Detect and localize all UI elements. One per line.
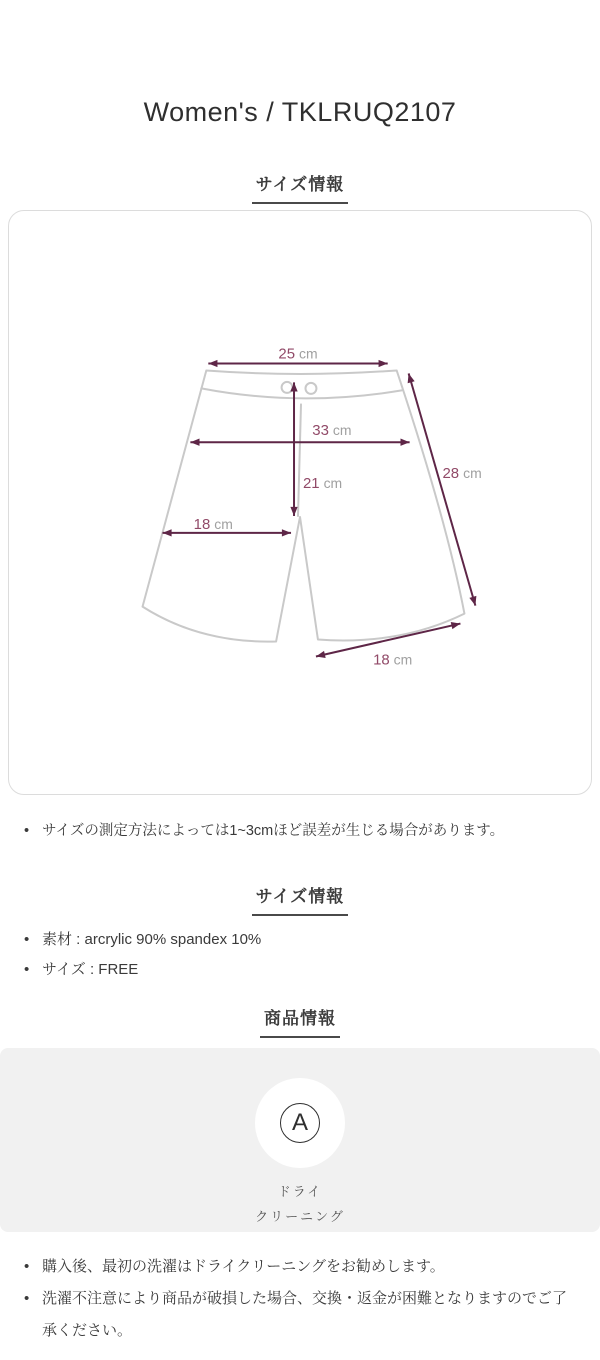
care-note-second: • 洗濯不注意により商品が破損した場合、交換・返金が困難となりますのでご了承ください。 bbox=[0, 1283, 600, 1347]
page-title: Women's / TKLRUQ2107 bbox=[143, 97, 457, 127]
material-item: • 素材 : arcrylic 90% spandex 10% bbox=[0, 925, 600, 955]
size-note-list bbox=[0, 821, 600, 841]
care-symbol-badge bbox=[255, 1078, 345, 1168]
care-note-first: • 購入後、最初の洗濯はドライクリーニングをお勧めします。 bbox=[0, 1251, 600, 1283]
shorts-outline bbox=[143, 370, 465, 641]
waistband-button-right-icon bbox=[305, 383, 316, 394]
waistband-button-left-icon bbox=[282, 382, 293, 393]
length-dimension-label: 28 cm bbox=[442, 465, 482, 483]
product-info-heading-label: 商品情報 bbox=[260, 1009, 340, 1038]
care-symbol-label bbox=[0, 1179, 600, 1229]
size-diagram-heading-label: サイズ情報 bbox=[252, 175, 349, 204]
section-heading-size-diagram bbox=[0, 175, 600, 204]
size-tolerance-note: • サイズの測定方法によっては1~3cmほど誤差が生じる場合があります。 bbox=[0, 821, 600, 841]
dry-clean-a-icon: A bbox=[280, 1103, 320, 1143]
section-heading-product-info bbox=[0, 1009, 600, 1038]
size-item: • サイズ : FREE bbox=[0, 955, 600, 985]
hem-dimension-label: 18 cm bbox=[373, 651, 413, 669]
hip-dimension-label: 33 cm bbox=[312, 422, 352, 440]
length-dimension-arrow bbox=[409, 373, 476, 605]
care-label-line2: クリーニング bbox=[255, 1209, 345, 1224]
rise-dimension-label: 21 cm bbox=[302, 475, 343, 493]
size-info-list bbox=[0, 925, 600, 985]
care-instructions-panel bbox=[0, 1048, 600, 1232]
size-diagram-panel bbox=[8, 210, 592, 795]
shorts-measurement-diagram bbox=[9, 211, 591, 794]
care-note-list bbox=[0, 1251, 600, 1347]
shorts-waistband-line bbox=[201, 388, 401, 398]
section-heading-size-info bbox=[0, 887, 600, 916]
shorts-center-seam bbox=[298, 404, 301, 516]
care-label-line1: ドライ bbox=[277, 1184, 323, 1199]
thigh-dimension-label: 18 cm bbox=[193, 515, 233, 533]
size-info-heading-label: サイズ情報 bbox=[252, 887, 349, 916]
waist-dimension-label: 25 cm bbox=[278, 345, 318, 363]
